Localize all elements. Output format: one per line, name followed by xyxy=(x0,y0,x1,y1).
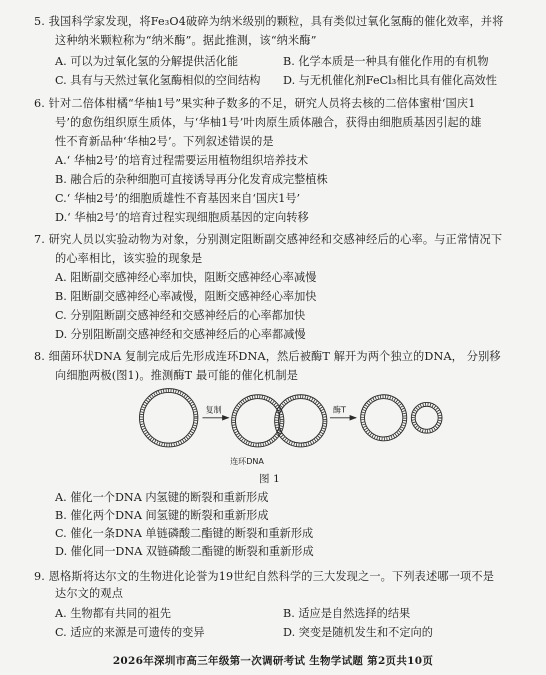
figure-1-caption: 图 1 xyxy=(259,473,280,485)
question-8-option-b: B. 催化两个DNA 间氢键的断裂和重新形成 xyxy=(55,509,269,522)
replication-arrow-label: 复制 xyxy=(205,405,222,415)
separated-dna xyxy=(361,395,442,441)
question-9-stem-line-1: 9. 恩格斯将达尔文的生物进化论誉为19世纪自然科学的三大发现之一。下列表述哪一项不是 xyxy=(34,570,495,583)
question-7-option-d: D. 分别阻断副交感神经和交感神经后的心率都减慢 xyxy=(55,328,306,341)
catenated-dna-label: 连环DNA xyxy=(230,456,264,466)
question-6-option-c: C.‘ 华柚2号’的细胞质雄性不育基因来自‘国庆1号’ xyxy=(55,192,301,205)
question-7-option-b: B. 阻断副交感神经心率减慢，阻断交感神经心率加快 xyxy=(55,290,317,303)
question-8-option-a: A. 催化一个DNA 内氢键的断裂和重新形成 xyxy=(55,491,269,504)
question-6-option-b: B. 融合后的杂种细胞可直接诱导再分化发育成完整植株 xyxy=(55,173,328,186)
page-footer: 2026年深圳市高三年级第一次调研考试 生物学试题 第2页共10页 xyxy=(112,655,434,667)
question-8-stem-line-2: 向细胞两极(图1)。推测酶T 最可能的催化机制是 xyxy=(55,369,299,382)
question-7-stem-line-2: 的心率相比，该实验的现象是 xyxy=(55,252,203,265)
question-9-option-c: C. 适应的来源是可遗传的变异 xyxy=(55,626,205,639)
question-8-option-c: C. 催化一条DNA 单链磷酸二酯键的断裂和重新形成 xyxy=(55,527,314,540)
question-5-option-b: B. 化学本质是一种具有催化作用的有机物 xyxy=(283,55,489,68)
question-8-option-d: D. 催化同一DNA 双链磷酸二酯键的断裂和重新形成 xyxy=(55,545,314,558)
question-5-option-a: A. 可以为过氧化氢的分解提供活化能 xyxy=(55,55,239,68)
figure-1-dna-diagram xyxy=(90,384,490,470)
question-5-stem-line-2: 这种纳米颗粒称为“纳米酶”。据此推测，该“纳米酶” xyxy=(55,34,317,47)
catenated-dna xyxy=(232,395,327,447)
question-6-option-a: A.‘ 华柚2号’的培育过程需要运用植物组织培养技术 xyxy=(55,154,309,167)
circular-dna-left xyxy=(140,389,198,447)
question-5-option-c: C. 具有与天然过氧化氢酶相似的空间结构 xyxy=(55,74,261,87)
question-7-option-a: A. 阻断副交感神经心率加快，阻断交感神经心率减慢 xyxy=(55,271,317,284)
question-8-stem-line-1: 8. 细菌环状DNA 复制完成后先形成连环DNA，然后被酶T 解开为两个独立的DNA， 分别移 xyxy=(34,350,501,363)
question-9-option-d: D. 突变是随机发生和不定向的 xyxy=(283,626,433,639)
question-5-option-d: D. 与无机催化剂FeCl₃相比具有催化高效性 xyxy=(283,74,497,87)
question-6-stem-line-1: 6. 针对二倍体柑橘“华柚1号”果实种子数多的不足，研究人员将去核的二倍体蜜柑‘国庆1 xyxy=(34,97,476,110)
question-6-option-d: D.‘ 华柚2号’的培育过程实现细胞质基因的定向转移 xyxy=(55,211,309,224)
question-7-stem-line-1: 7. 研究人员以实验动物为对象，分别测定阻断副交感神经和交感神经后的心率。与正常情况下 xyxy=(34,233,503,246)
question-5-stem-line-1: 5. 我国科学家发现，将Fe₃O4破碎为纳米级别的颗粒，具有类似过氧化氢酶的催化效率，并将 xyxy=(34,15,504,28)
question-7-option-c: C. 分别阻断副交感神经和交感神经后的心率都加快 xyxy=(55,309,306,322)
question-6-stem-line-3: 性不育新品种‘华柚2号’。下列叙述错误的是 xyxy=(55,135,274,148)
question-9-stem-line-2: 达尔文的观点 xyxy=(55,587,124,600)
question-6-stem-line-2: 号’的愈伤组织原生质体，与‘华柚1号’叶肉原生质体融合，获得由细胞质基因引起的雄 xyxy=(55,116,482,129)
enzyme-t-arrow-label: 酶T xyxy=(333,405,346,415)
question-9-option-a: A. 生物都有共同的祖先 xyxy=(55,607,171,620)
question-9-option-b: B. 适应是自然选择的结果 xyxy=(283,607,411,620)
